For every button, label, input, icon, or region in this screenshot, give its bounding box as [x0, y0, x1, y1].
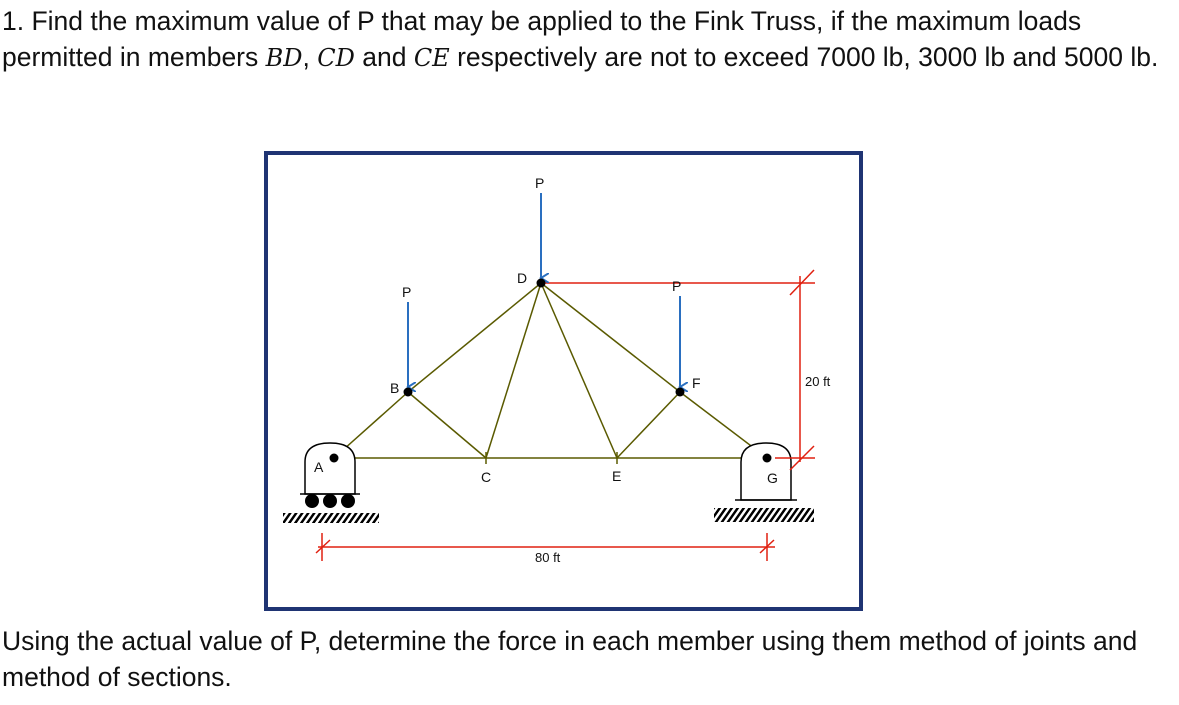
load-label-top: P	[535, 175, 545, 191]
member-ce: CE	[413, 44, 450, 72]
ground-hatch-right	[714, 508, 814, 522]
followup-instruction: Using the actual value of P, determine the force in each member using them method of joints and method of sections.	[2, 626, 1138, 692]
load-label-right: P	[672, 278, 682, 294]
problem-text-1: 1. Find the maximum value of P that may be applied to the Fink Truss, if the maximum loads permitted in members	[2, 6, 1082, 72]
joint-f-dot	[676, 388, 685, 397]
joint-label-e: E	[612, 468, 622, 484]
joint-d-dot	[537, 279, 546, 288]
joint-label-g: G	[767, 470, 778, 486]
roller-wheel	[341, 494, 355, 508]
dimension-span-label: 80 ft	[535, 550, 561, 565]
problem-sep-1: ,	[302, 42, 318, 72]
figure-frame	[266, 153, 861, 609]
member-cd: CD	[317, 44, 355, 72]
roller-support-body	[305, 443, 355, 494]
joint-label-c: C	[481, 469, 492, 485]
pin-support-body	[741, 443, 791, 500]
load-label-left: P	[402, 284, 412, 300]
joint-a-dot	[330, 454, 339, 463]
roller-wheel	[305, 494, 319, 508]
joint-label-f: F	[692, 375, 701, 391]
dimension-height-label: 20 ft	[805, 374, 831, 389]
problem-text-2: respectively are not to exceed 7000 lb, 3000 lb and 5000 lb.	[449, 42, 1159, 72]
joint-g-dot	[763, 454, 772, 463]
roller-wheel	[323, 494, 337, 508]
member-bd: BD	[265, 44, 303, 72]
joint-label-a: A	[314, 459, 324, 475]
joint-b-dot	[404, 388, 413, 397]
problem-sep-2: and	[354, 42, 414, 72]
joint-label-d: D	[517, 270, 528, 286]
joint-label-b: B	[390, 380, 400, 396]
ground-hatch-left	[283, 513, 379, 523]
